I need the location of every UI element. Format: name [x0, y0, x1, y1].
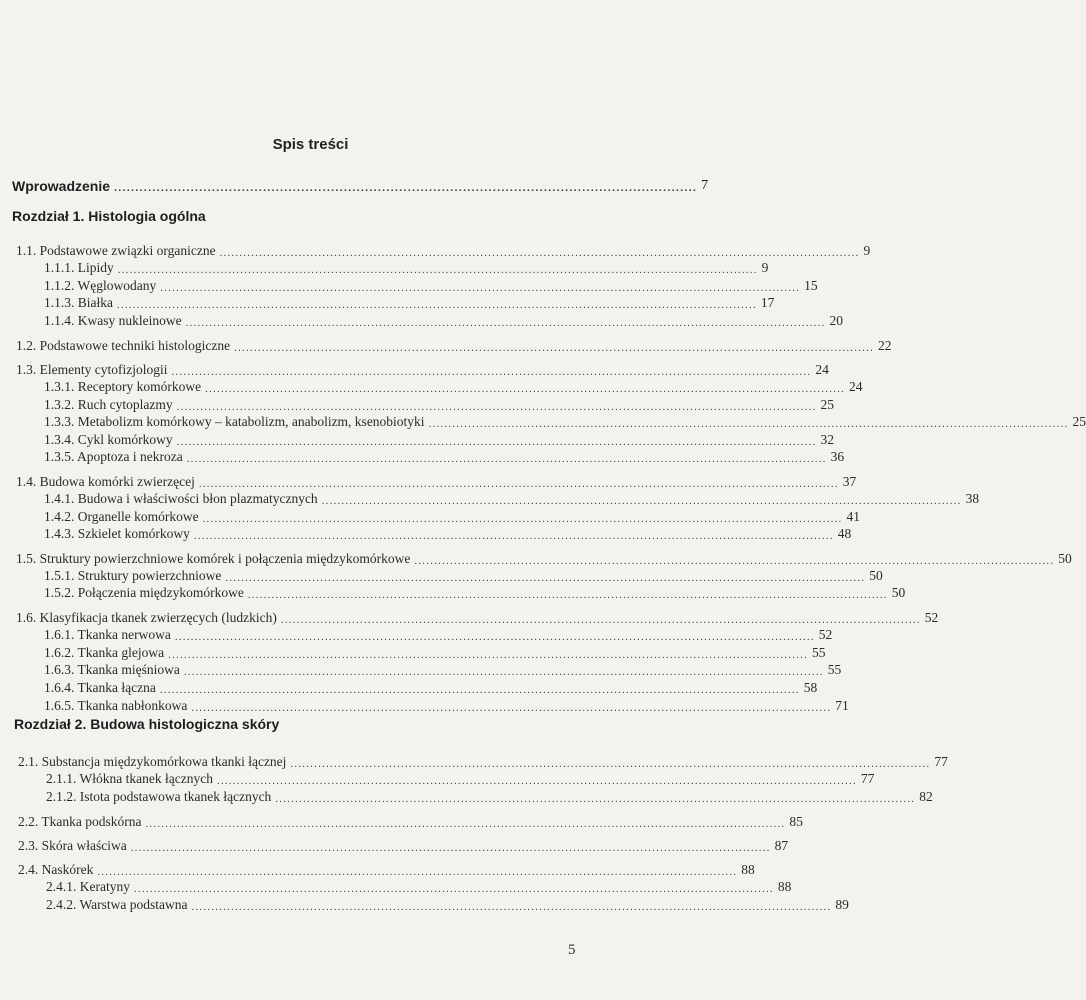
toc-entry-page: 77 [934, 754, 948, 769]
toc-entry [16, 609, 939, 627]
toc-leader-dots: .................................................................................................................................................................. [130, 842, 771, 854]
chapter-1-heading: Rozdział 1. Histologia ogólna [12, 208, 206, 224]
toc-entry [44, 508, 860, 526]
toc-entry-label: 1.6.5. Tkanka nabłonkowa [44, 698, 188, 713]
toc-entry-page: 25 [820, 397, 835, 412]
toc-entry-label: 1.1. Podstawowe związki organiczne [16, 243, 216, 258]
toc-entry [44, 679, 818, 697]
toc-entry-label: 1.2. Podstawowe techniki histologiczne [16, 338, 231, 353]
toc-entry [16, 361, 829, 379]
chapter-2-heading: Rozdział 2. Budowa histologiczna skóry [14, 716, 280, 732]
toc-leader-dots: .................................................................................................................................................................. [191, 901, 832, 913]
toc-entry-page: 20 [829, 313, 844, 328]
toc-entry-page: 85 [789, 814, 803, 829]
toc-leader-dots: .................................................................................................................................................................. [186, 453, 827, 465]
toc-entry-label: 2.1.2. Istota podstawowa tkanek łącznych [46, 789, 272, 804]
toc-leader-dots: .................................................................................................................................................................. [159, 684, 800, 696]
toc-entry-label: Wprowadzenie [12, 178, 111, 194]
toc-entry-page: 55 [812, 645, 826, 660]
toc-entry-page: 55 [827, 662, 842, 677]
toc-entry-label: 1.1.3. Białka [44, 295, 113, 310]
toc-entry [44, 567, 883, 585]
toc-entry-page: 37 [842, 474, 857, 489]
toc-entry [44, 259, 769, 277]
toc-entry [44, 413, 1086, 431]
toc-leader-dots: .................................................................................................................................................................. [280, 614, 921, 626]
toc-entry-label: 1.3.5. Apoptoza i nekroza [44, 449, 183, 464]
toc-entry-page: 50 [869, 568, 883, 583]
toc-leader-dots: .................................................................................................................................................................. [275, 793, 916, 805]
toc-entry [44, 312, 844, 330]
toc-entry [44, 584, 906, 602]
toc-leader-dots: .................................................................................................................................................................. [97, 866, 738, 878]
toc-entry [46, 770, 875, 788]
toc-leader-dots: .................................................................................................................................................................. [193, 530, 834, 542]
toc-leader-dots: .................................................................................................................................................................. [168, 649, 809, 661]
toc-leader-dots: .................................................................................................................................................................. [176, 401, 817, 413]
toc-entry-label: 2.4.1. Keratyny [46, 879, 130, 894]
toc-entry-label: 1.4.2. Organelle komórkowe [44, 509, 199, 524]
toc-entry-page: 7 [701, 178, 709, 193]
toc-entry-label: 1.5.2. Połączenia międzykomórkowe [44, 585, 244, 600]
toc-entry-label: 1.6.3. Tkanka mięśniowa [44, 662, 180, 677]
toc-entry-page: 24 [815, 362, 829, 377]
toc-entry-label: 1.1.2. Węglowodany [44, 278, 157, 293]
toc-entry [44, 626, 833, 644]
toc-entry-label: 1.6.4. Tkanka łączna [44, 680, 156, 695]
toc-entry [18, 861, 755, 879]
toc-entry-page: 22 [878, 338, 892, 353]
toc-entry-label: 1.3.2. Ruch cytoplazmy [44, 397, 173, 412]
toc-entry-label: 2.1.1. Włókna tkanek łącznych [46, 771, 213, 786]
page-number: 5 [568, 942, 576, 958]
toc-entry-label: 1.1.1. Lipidy [44, 260, 114, 275]
toc-entry-page: 32 [820, 432, 835, 447]
toc-entry-page: 25 [1072, 414, 1086, 429]
toc-leader-dots: .................................................................................................................................................................. [133, 883, 774, 895]
toc-entry [44, 661, 842, 679]
toc-entry-page: 52 [924, 610, 939, 625]
toc-entry [44, 448, 845, 466]
toc-entry-label: 1.5. Struktury powierzchniowe komórek i połączenia międzykomórkowe [16, 551, 411, 566]
toc-leader-dots: .................................................................................................................................................................. [160, 282, 801, 294]
toc-entry [46, 788, 933, 806]
toc-entry-page: 41 [846, 509, 860, 524]
toc-entry [44, 294, 775, 312]
toc-entry [46, 896, 849, 914]
toc-entry-label: 1.4.3. Szkielet komórkowy [44, 526, 190, 541]
toc-leader-dots: .................................................................................................................................................................. [202, 513, 843, 525]
toc-leader-dots: .................................................................................................................................................................. [183, 666, 824, 678]
toc-entry-page: 36 [830, 449, 845, 464]
toc-entry-page: 17 [760, 295, 775, 310]
toc-entry-page: 15 [804, 278, 818, 293]
toc-entry [18, 753, 948, 771]
toc-entry-label: 1.6. Klasyfikacja tkanek zwierzęcych (ludzkich) [16, 610, 277, 625]
toc-leader-dots: .................................................................................................................................................................. [414, 555, 1055, 567]
toc-leader-dots: .................................................................................................................................................................. [290, 758, 931, 770]
toc-leader-dots: .................................................................................................................................................................. [225, 572, 866, 584]
toc-leader-dots: .................................................................................................................................................................. [219, 247, 860, 259]
toc-entry-page: 71 [835, 698, 849, 713]
toc-entry-page: 52 [818, 627, 833, 642]
toc-entry-page: 88 [741, 862, 755, 877]
toc-entry [44, 378, 863, 396]
toc-entry [18, 837, 789, 855]
toc-entry [44, 525, 852, 543]
toc-entry [16, 550, 1072, 568]
toc-entry [16, 337, 892, 355]
toc-entry-page: 9 [863, 243, 871, 258]
toc-entry-page: 9 [761, 260, 769, 275]
toc-entry-label: 1.6.2. Tkanka glejowa [44, 645, 165, 660]
toc-entry [44, 490, 980, 508]
toc-entry-page: 50 [1058, 551, 1072, 566]
toc-leader-dots: .................................................................................................................................................................. [428, 418, 1069, 430]
toc-leader-dots: .................................................................................................................................................................. [198, 478, 839, 490]
toc-entry [18, 813, 803, 831]
toc-leader-dots: .................................................................................................................................................................. [176, 436, 817, 448]
toc-leader-dots: .................................................................................................................................................................. [171, 366, 812, 378]
toc-entry-page: 58 [803, 680, 818, 695]
toc-leader-dots: .................................................................................................................................................................. [174, 631, 815, 643]
toc-entry [16, 242, 871, 260]
toc-entry [44, 396, 835, 414]
toc-entry-page: 38 [965, 491, 980, 506]
toc-entry-page: 24 [849, 379, 863, 394]
toc-entry-label: 1.3.3. Metabolizm komórkowy – katabolizm, anabolizm, ksenobiotyki [44, 414, 425, 429]
toc-entry-label: 2.2. Tkanka podskórna [18, 814, 142, 829]
toc-entry-label: 2.3. Skóra właściwa [18, 838, 127, 853]
toc-entry [44, 431, 835, 449]
toc-entry-page: 48 [837, 526, 852, 541]
toc-leader-dots: .................................................................................................................................................................. [247, 589, 888, 601]
toc-entry-page: 88 [777, 879, 792, 894]
toc-entry-page: 50 [891, 585, 906, 600]
toc-entry-label: 1.3.4. Cykl komórkowy [44, 432, 173, 447]
toc-leader-dots: ......................................................................................................................................... [114, 182, 698, 194]
toc-entry-label: 1.3. Elementy cytofizjologii [16, 362, 168, 377]
toc-entry [44, 697, 849, 715]
toc-leader-dots: .................................................................................................................................................................. [321, 495, 962, 507]
toc-entry-label: 2.4. Naskórek [18, 862, 94, 877]
toc-entry-page: 77 [860, 771, 875, 786]
toc-leader-dots: .................................................................................................................................................................. [117, 264, 758, 276]
toc-entry-label: 1.4. Budowa komórki zwierzęcej [16, 474, 195, 489]
toc-entry-page: 89 [835, 897, 849, 912]
toc-leader-dots: .................................................................................................................................................................. [145, 818, 786, 830]
toc-entry [44, 277, 818, 295]
toc-entry-label: 1.3.1. Receptory komórkowe [44, 379, 202, 394]
toc-entry-intro [12, 177, 709, 195]
toc-entry-page: 87 [774, 838, 789, 853]
toc-leader-dots: .................................................................................................................................................................. [185, 317, 826, 329]
toc-entry-label: 2.1. Substancja międzykomórkowa tkanki łącznej [18, 754, 287, 769]
toc-entry [44, 644, 826, 662]
toc-leader-dots: .................................................................................................................................................................. [117, 299, 757, 311]
toc-entry-label: 1.5.1. Struktury powierzchniowe [44, 568, 222, 583]
toc-leader-dots: .................................................................................................................................................................. [191, 702, 832, 714]
toc-leader-dots: .................................................................................................................................................................. [234, 342, 874, 354]
toc-entry-page: 82 [919, 789, 933, 804]
toc-entry-label: 1.1.4. Kwasy nukleinowe [44, 313, 182, 328]
toc-leader-dots: .................................................................................................................................................................. [205, 383, 845, 395]
toc-entry-label: 2.4.2. Warstwa podstawna [46, 897, 188, 912]
toc-entry-label: 1.4.1. Budowa i właściwości błon plazmatycznych [44, 491, 318, 506]
toc-entry [16, 473, 857, 491]
toc-entry [46, 878, 792, 896]
toc-entry-label: 1.6.1. Tkanka nerwowa [44, 627, 171, 642]
toc-leader-dots: .................................................................................................................................................................. [216, 775, 857, 787]
page-title: Spis treści [272, 136, 349, 153]
